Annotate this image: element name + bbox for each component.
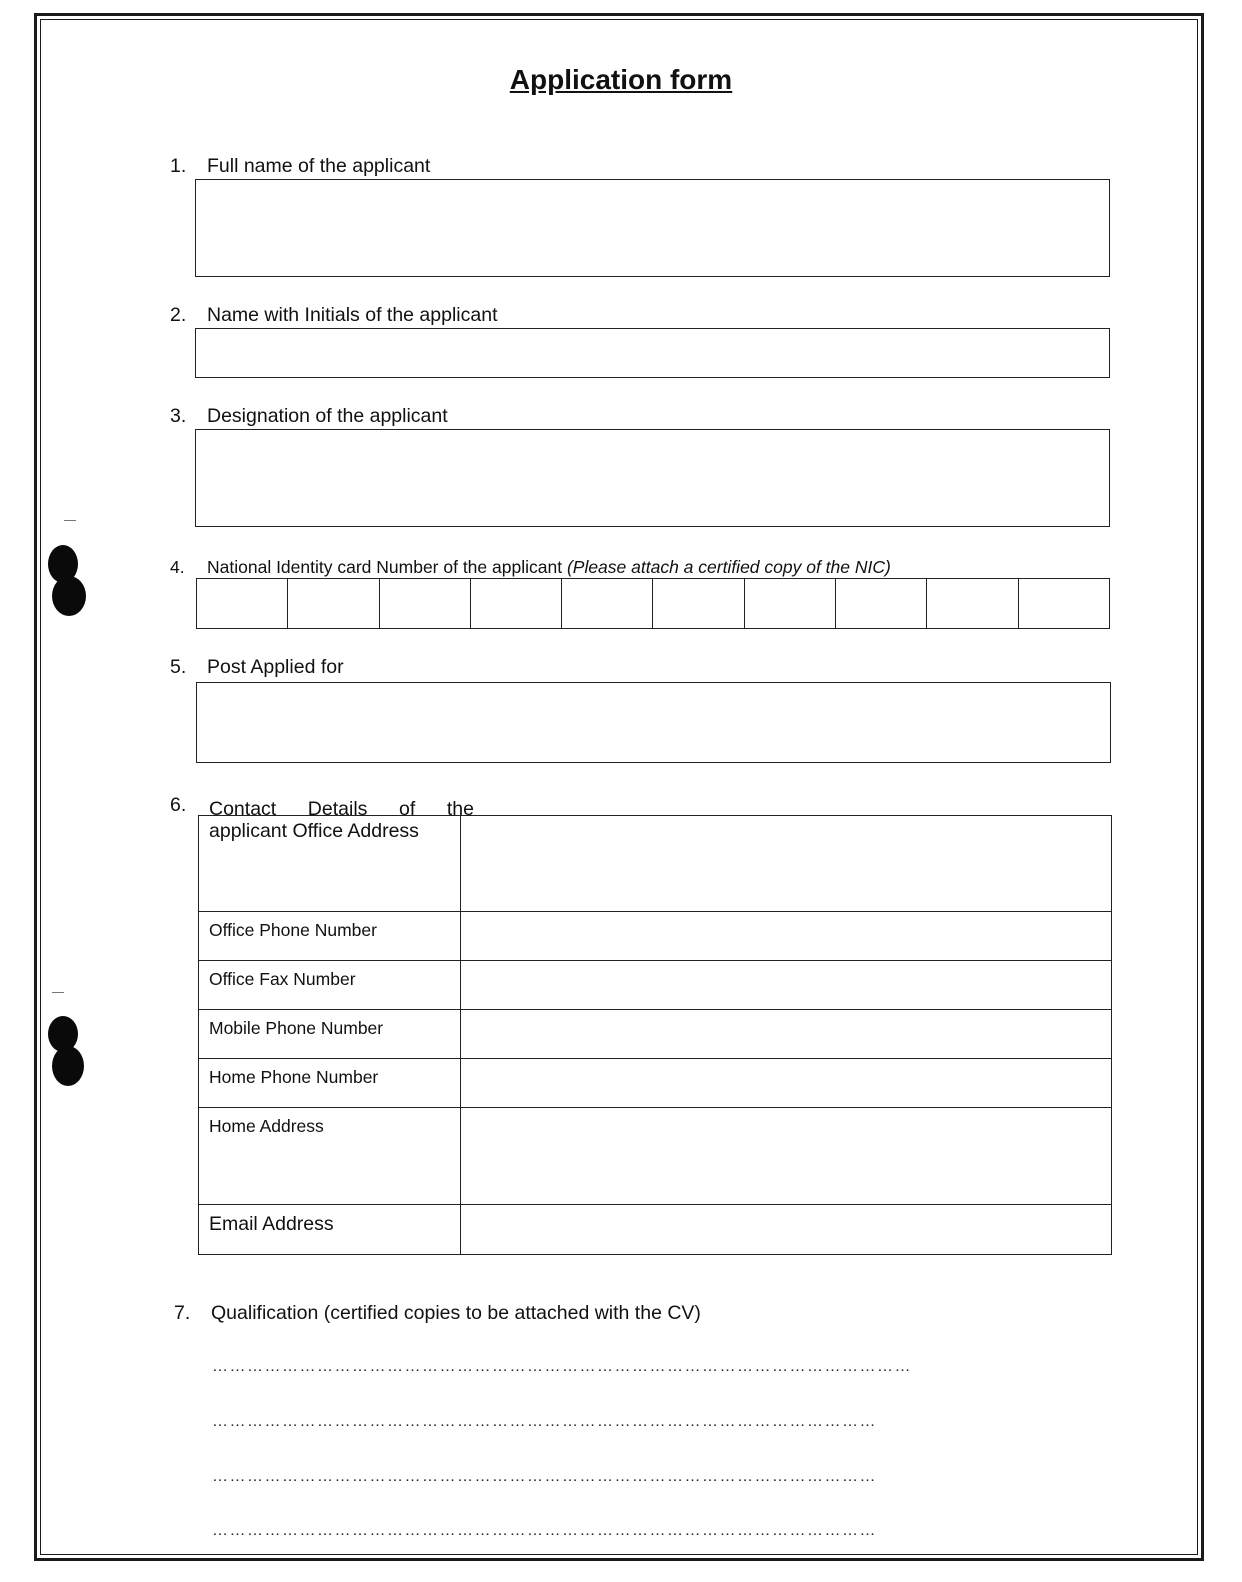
- full-name-field[interactable]: [195, 179, 1110, 277]
- question-label-text: National Identity card Number of the applicant: [207, 557, 563, 577]
- table-row: [199, 1205, 1112, 1255]
- nic-digit-cell[interactable]: [653, 579, 744, 628]
- post-applied-field[interactable]: [196, 682, 1111, 763]
- table-row: [199, 1108, 1112, 1205]
- form-title: Application form: [509, 64, 733, 95]
- qualification-line[interactable]: ……………………………………………………………………………………………………: [212, 1413, 877, 1430]
- question-number: 6.: [170, 794, 187, 816]
- scan-mark: [64, 520, 76, 521]
- office-phone-field[interactable]: [461, 912, 1112, 961]
- nic-digit-cell[interactable]: [1019, 579, 1109, 628]
- office-fax-field[interactable]: [461, 961, 1112, 1010]
- qualification-line[interactable]: ……………………………………………………………………………………………………: [212, 1522, 877, 1539]
- office-fax-label: Office Fax Number: [199, 961, 461, 1010]
- question-number: 7.: [174, 1302, 191, 1324]
- question-number: 3.: [170, 405, 187, 427]
- question-label: Post Applied for: [207, 656, 344, 678]
- nic-digit-cell[interactable]: [927, 579, 1018, 628]
- table-row: [199, 912, 1112, 961]
- designation-field[interactable]: [195, 429, 1110, 527]
- table-row: [199, 816, 1112, 912]
- office-address-field[interactable]: [461, 816, 1112, 912]
- home-address-field[interactable]: [461, 1108, 1112, 1205]
- question-label: Name with Initials of the applicant: [207, 304, 498, 326]
- punch-hole-2b: [52, 1046, 84, 1086]
- question-number: 2.: [170, 304, 187, 326]
- home-phone-label: Home Phone Number: [199, 1059, 461, 1108]
- question-label: Qualification (certified copies to be attached with the CV): [211, 1302, 701, 1324]
- nic-digit-cell[interactable]: [471, 579, 562, 628]
- question-label: Full name of the applicant: [207, 155, 431, 177]
- nic-digit-cell[interactable]: [745, 579, 836, 628]
- question-number: 5.: [170, 656, 187, 678]
- table-row: [199, 1059, 1112, 1108]
- question-note: (Please attach a certified copy of the NIC): [566, 557, 891, 577]
- scan-mark: [52, 992, 64, 993]
- nic-number-field: [196, 578, 1110, 629]
- name-with-initials-field[interactable]: [195, 328, 1110, 378]
- nic-digit-cell[interactable]: [288, 579, 379, 628]
- office-address-label: [199, 816, 461, 912]
- home-address-label: Home Address: [199, 1108, 461, 1205]
- question-number: 1.: [170, 155, 187, 177]
- office-phone-label: Office Phone Number: [199, 912, 461, 961]
- nic-digit-cell[interactable]: [380, 579, 471, 628]
- nic-digit-cell[interactable]: [197, 579, 288, 628]
- question-label: Contact Details of the applicant Office Address: [209, 798, 474, 842]
- question-label: Designation of the applicant: [207, 405, 448, 427]
- email-address-field[interactable]: [461, 1205, 1112, 1255]
- question-label: [207, 559, 891, 577]
- home-phone-field[interactable]: [461, 1059, 1112, 1108]
- nic-digit-cell[interactable]: [562, 579, 653, 628]
- mobile-phone-label: Mobile Phone Number: [199, 1010, 461, 1059]
- nic-digit-cell[interactable]: [836, 579, 927, 628]
- table-row: [199, 1010, 1112, 1059]
- question-number: 4.: [170, 557, 185, 577]
- table-row: [199, 961, 1112, 1010]
- email-address-label: Email Address: [199, 1205, 461, 1255]
- punch-hole-1b: [52, 576, 86, 616]
- contact-details-table: [198, 815, 1112, 1255]
- mobile-phone-field[interactable]: [461, 1010, 1112, 1059]
- qualification-line[interactable]: …………………………………………………………………………………………………………: [212, 1358, 912, 1375]
- qualification-line[interactable]: ……………………………………………………………………………………………………: [212, 1468, 877, 1485]
